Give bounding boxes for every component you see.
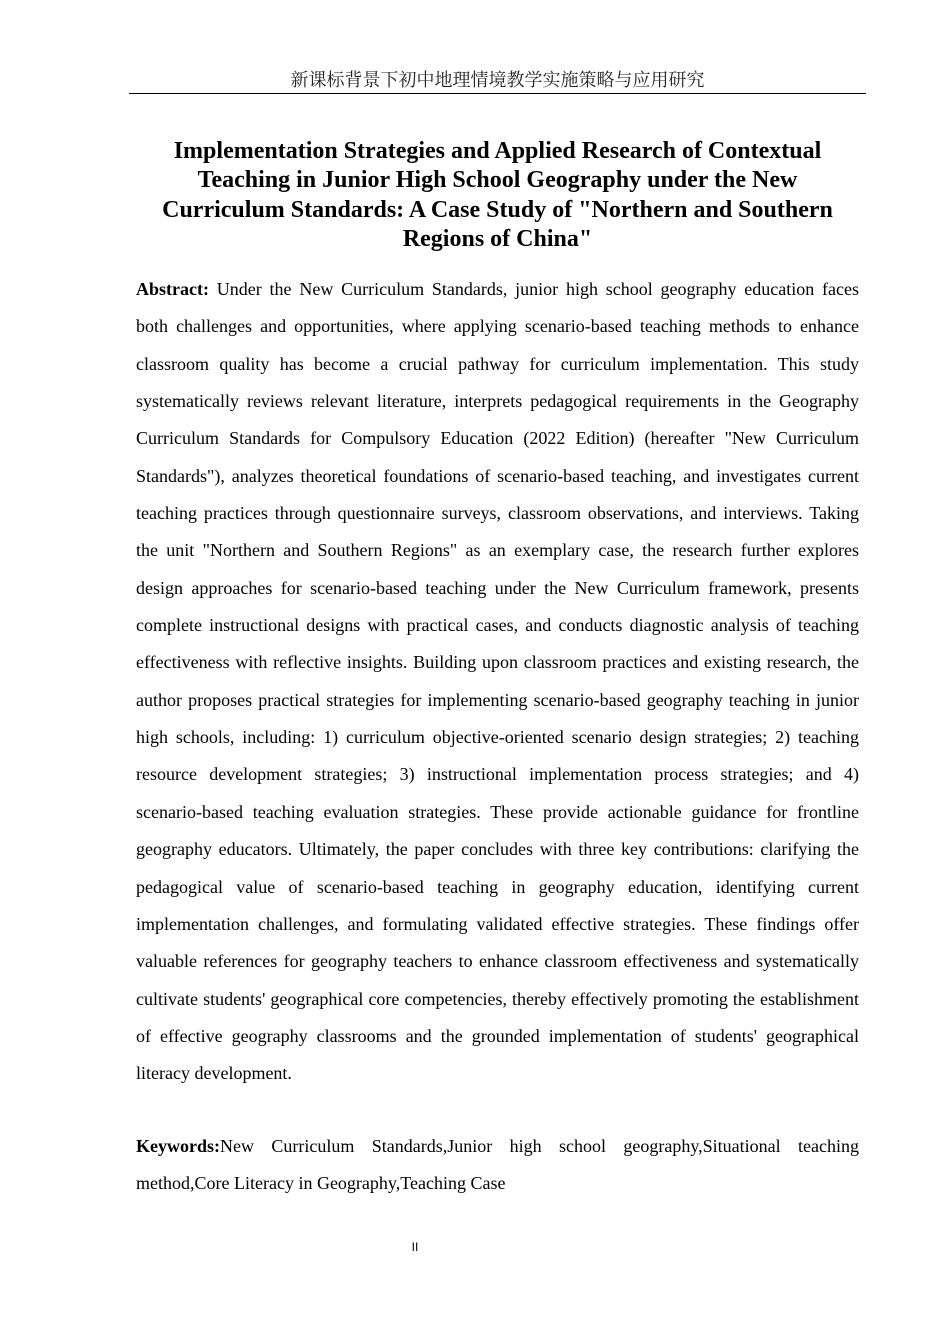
abstract-text: Under the New Curriculum Standards, junior high school geography education faces both challenges and opportunities, where applying scenario-based teaching methods to enhance classroom quality has become a crucial pathway for curriculum implementation. This study systematically reviews relevant literature, interprets pedagogical requirements in the Geography Curriculum Standards for Compulsory Education (2022 Edition) (hereafter "New Curriculum Standards"), analyzes theoretical foundations of scenario-based teaching, and investigates current teaching practices through questionnaire surveys, classroom observations, and interviews. Taking the unit "Northern and Southern Regions" as an exemplary case, the research further explores design approaches for scenario-based teaching under the New Curriculum framework, presents complete instructional designs with practical cases, and conducts diagnostic analysis of teaching effectiveness with reflective insights. Building upon classroom practices and existing research, the author proposes practical strategies for implementing scenario-based geography teaching in junior high schools, including: 1) curriculum objective-oriented scenario design strategies; 2) teaching resource development strategies; 3) instructional implementation process strategies; and 4) scenario-based teaching evaluation strategies. These provide actionable guidance for frontline geography educators. Ultimately, the paper concludes with three key contributions: clarifying the pedagogical value of scenario-based teaching in geography education, identifying current implementation challenges, and formulating validated effective strategies. These findings offer valuable references for geography teachers to enhance classroom effectiveness and systematically cultivate students' geographical core competencies, thereby effectively promoting the establishment of effective geography classrooms and the grounded implementation of students' geographical literacy development. xyxy=(136,279,860,1084)
page-number: II xyxy=(411,1240,419,1254)
keywords-text: New Curriculum Standards,Junior high school geography,Situational teaching method,Core Literacy in Geography,Teaching Case xyxy=(136,1136,859,1194)
keywords-label: Keywords: xyxy=(136,1136,220,1156)
paper-title: Implementation Strategies and Applied Research of Contextual Teaching in Junior High School Geography under the New Curriculum Standards: A Case Study of "Northern and Southern Regions of China" xyxy=(162,138,833,252)
keywords-paragraph xyxy=(136,1128,859,1203)
abstract-paragraph xyxy=(136,271,859,1093)
running-header: 新课标背景下初中地理情境教学实施策略与应用研究 xyxy=(290,70,705,91)
header-divider xyxy=(129,93,866,94)
abstract-label: Abstract: xyxy=(136,279,209,299)
